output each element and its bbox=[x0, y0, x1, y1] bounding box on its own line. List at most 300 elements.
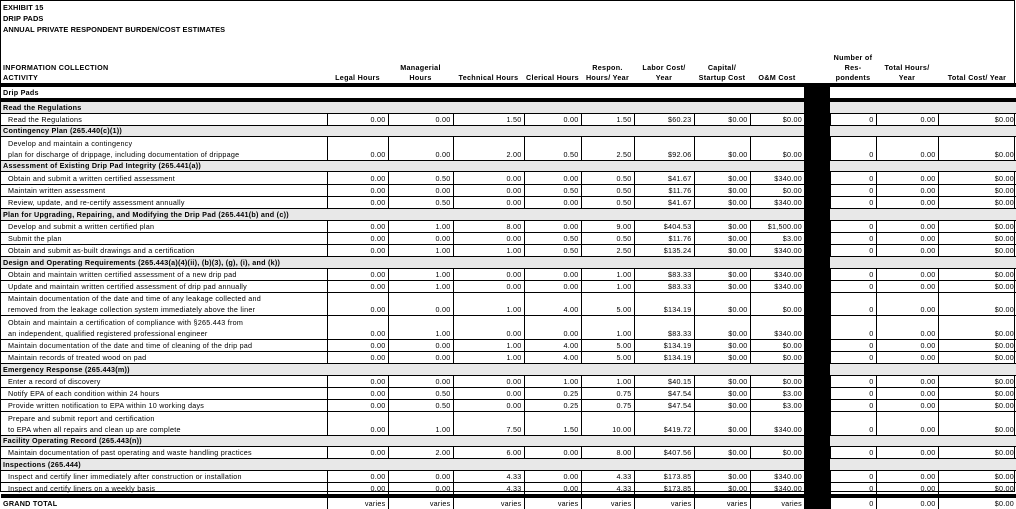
cell-total_cost: $0.00 bbox=[938, 268, 1016, 280]
cell-legal: 0.00 bbox=[327, 220, 388, 232]
divider-bar bbox=[804, 85, 830, 100]
section-title: Contingency Plan (265.440(c)(1)) bbox=[1, 125, 804, 137]
table-row bbox=[1, 293, 1016, 305]
cell-capital: $0.00 bbox=[694, 400, 750, 412]
cell-respon: 0.50 bbox=[581, 172, 634, 184]
cell-total_cost: $0.00 bbox=[938, 328, 1016, 340]
cell-empty bbox=[327, 293, 388, 305]
cell-om: $0.00 bbox=[750, 351, 804, 363]
cell-labor: $173.85 bbox=[634, 471, 694, 483]
cell-total_hours: 0.00 bbox=[876, 113, 938, 125]
cell-number: 0 bbox=[830, 328, 876, 340]
cell-legal: 0.00 bbox=[327, 471, 388, 483]
cell-empty bbox=[388, 412, 453, 424]
cell-capital: $0.00 bbox=[694, 471, 750, 483]
table-row bbox=[1, 232, 1016, 244]
cell-total_hours: 0.00 bbox=[876, 471, 938, 483]
divider-bar bbox=[804, 424, 830, 436]
table-row bbox=[1, 149, 1016, 161]
cell-technical: 1.00 bbox=[453, 304, 524, 316]
cell-empty bbox=[581, 316, 634, 328]
table-row bbox=[1, 304, 1016, 316]
header-om: O&M Cost bbox=[758, 73, 796, 82]
header-technical: Technical Hours bbox=[458, 73, 519, 82]
cell-total_hours: 0.00 bbox=[876, 220, 938, 232]
cell-total_cost: $0.00 bbox=[938, 496, 1016, 509]
cell-empty bbox=[524, 137, 581, 149]
cell-legal: 0.00 bbox=[327, 424, 388, 436]
cell-managerial: 0.50 bbox=[388, 400, 453, 412]
table-row bbox=[1, 424, 1016, 436]
burden-table bbox=[1, 47, 1016, 509]
cell-capital: $0.00 bbox=[694, 351, 750, 363]
cell-om: $340.00 bbox=[750, 172, 804, 184]
cell-legal: 0.00 bbox=[327, 339, 388, 351]
section-right bbox=[830, 100, 1016, 113]
header-activity-line: ACTIVITY bbox=[3, 73, 39, 82]
activity-label: Maintain records of treated wood on pad bbox=[1, 351, 327, 363]
cell-empty bbox=[876, 316, 938, 328]
cell-clerical: 0.00 bbox=[524, 471, 581, 483]
cell-number: 0 bbox=[830, 196, 876, 208]
activity-label: Enter a record of discovery bbox=[1, 375, 327, 387]
activity-label: Review, update, and re-certify assessment annually bbox=[1, 196, 327, 208]
table-row bbox=[1, 137, 1016, 149]
cell-managerial: 0.00 bbox=[388, 232, 453, 244]
section-header bbox=[1, 435, 1016, 447]
section-header bbox=[1, 257, 1016, 269]
cell-total_cost: $0.00 bbox=[938, 149, 1016, 161]
cell-capital: $0.00 bbox=[694, 232, 750, 244]
divider-bar bbox=[804, 351, 830, 363]
cell-total_hours: 0.00 bbox=[876, 496, 938, 509]
activity-label: Inspect and certify liner immediately after construction or installation bbox=[1, 471, 327, 483]
cell-labor: $134.19 bbox=[634, 351, 694, 363]
divider-bar bbox=[804, 435, 830, 447]
section-header bbox=[1, 160, 1016, 172]
cell-technical: 1.00 bbox=[453, 244, 524, 256]
cell-technical: 1.00 bbox=[453, 339, 524, 351]
cell-respon: 2.50 bbox=[581, 244, 634, 256]
cell-number: 0 bbox=[830, 184, 876, 196]
activity-label: Provide written notification to EPA within 10 working days bbox=[1, 400, 327, 412]
divider-bar bbox=[804, 459, 830, 471]
table-row bbox=[1, 400, 1016, 412]
cell-clerical: 0.00 bbox=[524, 483, 581, 497]
activity-label: Inspect and certify liners on a weekly basis bbox=[1, 483, 327, 497]
activity-label: plan for discharge of drippage, including documentation of drippage bbox=[8, 149, 240, 159]
cell-number: 0 bbox=[830, 400, 876, 412]
cell-total_cost: $0.00 bbox=[938, 424, 1016, 436]
cell-total_cost: $0.00 bbox=[938, 471, 1016, 483]
table-row bbox=[1, 351, 1016, 363]
cell-empty bbox=[524, 316, 581, 328]
cell-respon: 2.50 bbox=[581, 149, 634, 161]
cell-managerial: 0.50 bbox=[388, 172, 453, 184]
cell-empty bbox=[581, 293, 634, 305]
cell-number: 0 bbox=[830, 172, 876, 184]
divider-bar bbox=[804, 316, 830, 328]
cell-capital: $0.00 bbox=[694, 220, 750, 232]
cell-clerical: 0.50 bbox=[524, 232, 581, 244]
cell-number: 0 bbox=[830, 149, 876, 161]
cell-respon: 1.00 bbox=[581, 280, 634, 292]
cell-total_hours: 0.00 bbox=[876, 232, 938, 244]
cell-number: 0 bbox=[830, 447, 876, 459]
cell-om: $0.00 bbox=[750, 339, 804, 351]
cell-labor: $11.76 bbox=[634, 184, 694, 196]
cell-empty bbox=[694, 412, 750, 424]
cell-om: $0.00 bbox=[750, 184, 804, 196]
cell-empty bbox=[388, 293, 453, 305]
divider-bar bbox=[804, 268, 830, 280]
cell-total_hours: 0.00 bbox=[876, 351, 938, 363]
divider-bar bbox=[804, 257, 830, 269]
cell-total_cost: $0.00 bbox=[938, 232, 1016, 244]
cell-legal: 0.00 bbox=[327, 328, 388, 340]
cell-total_hours: 0.00 bbox=[876, 447, 938, 459]
divider-bar bbox=[804, 400, 830, 412]
section-right bbox=[830, 257, 1016, 269]
cell-technical: 0.00 bbox=[453, 184, 524, 196]
cell-labor: $41.67 bbox=[634, 172, 694, 184]
cell-total_hours: 0.00 bbox=[876, 339, 938, 351]
activity-label: an independent, qualified registered professional engineer bbox=[8, 328, 208, 338]
cell-total_hours: 0.00 bbox=[876, 184, 938, 196]
cell-capital: $0.00 bbox=[694, 244, 750, 256]
divider-bar bbox=[804, 387, 830, 399]
cell-legal: 0.00 bbox=[327, 149, 388, 161]
cell-respon: 1.00 bbox=[581, 268, 634, 280]
cell-clerical: 4.00 bbox=[524, 304, 581, 316]
cell-managerial: 1.00 bbox=[388, 268, 453, 280]
divider-bar bbox=[804, 232, 830, 244]
cell-om: $340.00 bbox=[750, 424, 804, 436]
table-row bbox=[1, 113, 1016, 125]
cell-clerical: 0.00 bbox=[524, 113, 581, 125]
cell-om: $0.00 bbox=[750, 113, 804, 125]
cell-managerial: 0.00 bbox=[388, 113, 453, 125]
section-right bbox=[830, 459, 1016, 471]
section-title: Emergency Response (265.443(m)) bbox=[1, 364, 804, 376]
cell-capital: $0.00 bbox=[694, 196, 750, 208]
cell-total_cost: $0.00 bbox=[938, 400, 1016, 412]
cell-clerical: 0.25 bbox=[524, 387, 581, 399]
cell-om: $340.00 bbox=[750, 244, 804, 256]
cell-clerical: 0.50 bbox=[524, 149, 581, 161]
table-row bbox=[1, 375, 1016, 387]
cell-capital: $0.00 bbox=[694, 280, 750, 292]
table-row bbox=[1, 172, 1016, 184]
divider-bar bbox=[804, 375, 830, 387]
cell-labor: $40.15 bbox=[634, 375, 694, 387]
cell-technical: 1.50 bbox=[453, 113, 524, 125]
exhibit-heading: ANNUAL PRIVATE RESPONDENT BURDEN/COST ESTIMATES bbox=[3, 25, 226, 34]
table-row bbox=[1, 184, 1016, 196]
cell-clerical: 0.00 bbox=[524, 447, 581, 459]
cell-capital: varies bbox=[694, 496, 750, 509]
cell-labor: $47.54 bbox=[634, 400, 694, 412]
header-activity-line: INFORMATION COLLECTION bbox=[3, 63, 109, 72]
cell-empty bbox=[694, 137, 750, 149]
cell-managerial: 1.00 bbox=[388, 280, 453, 292]
section-right bbox=[830, 125, 1016, 137]
cell-empty bbox=[453, 412, 524, 424]
cell-number: 0 bbox=[830, 339, 876, 351]
cell-empty bbox=[750, 293, 804, 305]
divider-bar bbox=[804, 328, 830, 340]
cell-clerical: 1.00 bbox=[524, 375, 581, 387]
cell-total_cost: $0.00 bbox=[938, 244, 1016, 256]
header-total_hours: Total Hours/ Year bbox=[884, 63, 930, 82]
cell-total_cost: $0.00 bbox=[938, 172, 1016, 184]
cell-total_hours: 0.00 bbox=[876, 483, 938, 497]
cell-total_cost: $0.00 bbox=[938, 113, 1016, 125]
cell-empty bbox=[453, 293, 524, 305]
cell-total_cost: $0.00 bbox=[938, 280, 1016, 292]
cell-legal: varies bbox=[327, 496, 388, 509]
cell-empty bbox=[750, 412, 804, 424]
cell-empty bbox=[830, 316, 876, 328]
cell-capital: $0.00 bbox=[694, 304, 750, 316]
cell-respon: 1.50 bbox=[581, 113, 634, 125]
header-number: Number of Res- pondents bbox=[833, 53, 873, 82]
cell-total_hours: 0.00 bbox=[876, 244, 938, 256]
cell-technical: 2.00 bbox=[453, 149, 524, 161]
cell-capital: $0.00 bbox=[694, 424, 750, 436]
cell-number: 0 bbox=[830, 232, 876, 244]
cell-labor: $404.53 bbox=[634, 220, 694, 232]
cell-clerical: 0.25 bbox=[524, 400, 581, 412]
cell-legal: 0.00 bbox=[327, 483, 388, 497]
cell-respon: 0.75 bbox=[581, 400, 634, 412]
section-header bbox=[1, 459, 1016, 471]
cell-om: $0.00 bbox=[750, 149, 804, 161]
table-row bbox=[1, 387, 1016, 399]
table-row bbox=[1, 280, 1016, 292]
cell-clerical: 0.50 bbox=[524, 244, 581, 256]
cell-total_cost: $0.00 bbox=[938, 196, 1016, 208]
cell-managerial: 0.00 bbox=[388, 339, 453, 351]
cell-managerial: 0.00 bbox=[388, 351, 453, 363]
header-capital: Capital/ Startup Cost bbox=[698, 63, 746, 82]
cell-total_cost: $0.00 bbox=[938, 447, 1016, 459]
drip-pads-right bbox=[830, 85, 1016, 100]
table-row bbox=[1, 316, 1016, 328]
cell-number: 0 bbox=[830, 268, 876, 280]
table-row bbox=[1, 483, 1016, 497]
cell-labor: $134.19 bbox=[634, 339, 694, 351]
cell-respon: 0.75 bbox=[581, 387, 634, 399]
divider-bar bbox=[804, 208, 830, 220]
cell-managerial: 1.00 bbox=[388, 328, 453, 340]
cell-om: $340.00 bbox=[750, 268, 804, 280]
cell-empty bbox=[694, 293, 750, 305]
cell-empty bbox=[876, 293, 938, 305]
cell-legal: 0.00 bbox=[327, 244, 388, 256]
cell-managerial: 0.00 bbox=[388, 483, 453, 497]
exhibit-subtitle: DRIP PADS bbox=[3, 14, 44, 23]
divider-bar bbox=[804, 100, 830, 113]
activity-label: Maintain documentation of past operating and waste handling practices bbox=[1, 447, 327, 459]
activity-label: removed from the leakage collection system immediately above the liner bbox=[8, 305, 256, 315]
cell-empty bbox=[634, 293, 694, 305]
cell-respon: 1.00 bbox=[581, 375, 634, 387]
cell-legal: 0.00 bbox=[327, 172, 388, 184]
cell-om: $3.00 bbox=[750, 232, 804, 244]
cell-respon: 0.50 bbox=[581, 184, 634, 196]
cell-number: 0 bbox=[830, 220, 876, 232]
cell-total_hours: 0.00 bbox=[876, 375, 938, 387]
activity-label: Maintain documentation of the date and time of any leakage collected and bbox=[1, 293, 327, 305]
cell-respon: 10.00 bbox=[581, 424, 634, 436]
cell-number: 0 bbox=[830, 387, 876, 399]
cell-total_hours: 0.00 bbox=[876, 196, 938, 208]
cell-clerical: 0.00 bbox=[524, 280, 581, 292]
divider-bar bbox=[804, 196, 830, 208]
divider-bar bbox=[804, 471, 830, 483]
cell-clerical: 0.00 bbox=[524, 328, 581, 340]
section-title: Plan for Upgrading, Repairing, and Modifying the Drip Pad (265.441(b) and (c)) bbox=[1, 208, 804, 220]
cell-technical: 6.00 bbox=[453, 447, 524, 459]
cell-managerial: 0.00 bbox=[388, 184, 453, 196]
section-title: Facility Operating Record (265.443(n)) bbox=[1, 435, 804, 447]
cell-om: $0.00 bbox=[750, 447, 804, 459]
cell-empty bbox=[327, 137, 388, 149]
section-right bbox=[830, 160, 1016, 172]
cell-respon: 4.33 bbox=[581, 483, 634, 497]
section-header bbox=[1, 208, 1016, 220]
cell-labor: $134.19 bbox=[634, 304, 694, 316]
cell-legal: 0.00 bbox=[327, 113, 388, 125]
cell-technical: 0.00 bbox=[453, 280, 524, 292]
cell-empty bbox=[524, 412, 581, 424]
cell-labor: $419.72 bbox=[634, 424, 694, 436]
cell-empty bbox=[453, 137, 524, 149]
divider-bar bbox=[804, 280, 830, 292]
header-clerical: Clerical Hours bbox=[526, 73, 579, 82]
cell-legal: 0.00 bbox=[327, 447, 388, 459]
cell-empty bbox=[876, 137, 938, 149]
cell-technical: 0.00 bbox=[453, 387, 524, 399]
cell-total_hours: 0.00 bbox=[876, 328, 938, 340]
cell-number: 0 bbox=[830, 304, 876, 316]
cell-technical: 4.33 bbox=[453, 471, 524, 483]
divider-bar bbox=[804, 364, 830, 376]
divider-bar bbox=[804, 412, 830, 424]
cell-labor: $83.33 bbox=[634, 268, 694, 280]
cell-om: $3.00 bbox=[750, 400, 804, 412]
cell-total_hours: 0.00 bbox=[876, 172, 938, 184]
activity-label: Obtain and submit as-built drawings and a certification bbox=[1, 244, 327, 256]
cell-empty bbox=[938, 137, 1016, 149]
cell-empty bbox=[524, 293, 581, 305]
cell-managerial: 1.00 bbox=[388, 244, 453, 256]
cell-capital: $0.00 bbox=[694, 387, 750, 399]
cell-labor: $47.54 bbox=[634, 387, 694, 399]
divider-bar bbox=[804, 149, 830, 161]
cell-capital: $0.00 bbox=[694, 328, 750, 340]
cell-respon: 5.00 bbox=[581, 304, 634, 316]
cell-legal: 0.00 bbox=[327, 280, 388, 292]
cell-om: $340.00 bbox=[750, 196, 804, 208]
table-row bbox=[1, 339, 1016, 351]
section-header bbox=[1, 364, 1016, 376]
cell-legal: 0.00 bbox=[327, 351, 388, 363]
divider-bar bbox=[804, 483, 830, 497]
cell-total_cost: $0.00 bbox=[938, 220, 1016, 232]
cell-capital: $0.00 bbox=[694, 184, 750, 196]
cell-legal: 0.00 bbox=[327, 304, 388, 316]
cell-labor: $407.56 bbox=[634, 447, 694, 459]
cell-legal: 0.00 bbox=[327, 184, 388, 196]
cell-clerical: 0.50 bbox=[524, 184, 581, 196]
cell-total_cost: $0.00 bbox=[938, 375, 1016, 387]
cell-capital: $0.00 bbox=[694, 172, 750, 184]
activity-label: Obtain and submit a written certified assessment bbox=[1, 172, 327, 184]
cell-empty bbox=[327, 412, 388, 424]
cell-legal: 0.00 bbox=[327, 268, 388, 280]
cell-labor: $83.33 bbox=[634, 328, 694, 340]
divider-bar bbox=[804, 184, 830, 196]
cell-technical: varies bbox=[453, 496, 524, 509]
cell-clerical: varies bbox=[524, 496, 581, 509]
section-right bbox=[830, 435, 1016, 447]
activity-label: to EPA when all repairs and clean up are complete bbox=[8, 424, 181, 434]
divider-bar bbox=[804, 137, 830, 149]
header-legal: Legal Hours bbox=[335, 73, 380, 82]
header-total_cost: Total Cost/ Year bbox=[947, 73, 1007, 82]
cell-empty bbox=[830, 412, 876, 424]
cell-legal: 0.00 bbox=[327, 232, 388, 244]
header-respon: Respon. Hours/ Year bbox=[585, 63, 630, 82]
cell-number: 0 bbox=[830, 280, 876, 292]
cell-capital: $0.00 bbox=[694, 375, 750, 387]
cell-empty bbox=[581, 137, 634, 149]
header-spacer bbox=[804, 47, 830, 85]
cell-empty bbox=[938, 316, 1016, 328]
cell-respon: varies bbox=[581, 496, 634, 509]
drip-pads-row bbox=[1, 85, 1016, 100]
cell-legal: 0.00 bbox=[327, 196, 388, 208]
cell-technical: 0.00 bbox=[453, 400, 524, 412]
column-header-row bbox=[1, 47, 1016, 85]
cell-respon: 0.50 bbox=[581, 196, 634, 208]
cell-labor: $83.33 bbox=[634, 280, 694, 292]
cell-capital: $0.00 bbox=[694, 483, 750, 497]
cell-labor: $173.85 bbox=[634, 483, 694, 497]
cell-empty bbox=[388, 316, 453, 328]
header-managerial: Managerial Hours bbox=[400, 63, 441, 82]
cell-respon: 5.00 bbox=[581, 351, 634, 363]
cell-total_hours: 0.00 bbox=[876, 387, 938, 399]
table-row bbox=[1, 447, 1016, 459]
cell-labor: $60.23 bbox=[634, 113, 694, 125]
divider-bar bbox=[804, 244, 830, 256]
section-right bbox=[830, 364, 1016, 376]
section-title: Assessment of Existing Drip Pad Integrity (265.441(a)) bbox=[1, 160, 804, 172]
cell-total_hours: 0.00 bbox=[876, 268, 938, 280]
cell-number: 0 bbox=[830, 496, 876, 509]
section-title: Inspections (265.444) bbox=[1, 459, 804, 471]
cell-respon: 9.00 bbox=[581, 220, 634, 232]
section-title: Design and Operating Requirements (265.443(a)(4)(ii), (b)(3), (g), (i), and (k)) bbox=[1, 257, 804, 269]
section-header bbox=[1, 100, 1016, 113]
cell-managerial: 0.00 bbox=[388, 304, 453, 316]
table-row bbox=[1, 268, 1016, 280]
cell-clerical: 0.00 bbox=[524, 268, 581, 280]
cell-total_cost: $0.00 bbox=[938, 304, 1016, 316]
